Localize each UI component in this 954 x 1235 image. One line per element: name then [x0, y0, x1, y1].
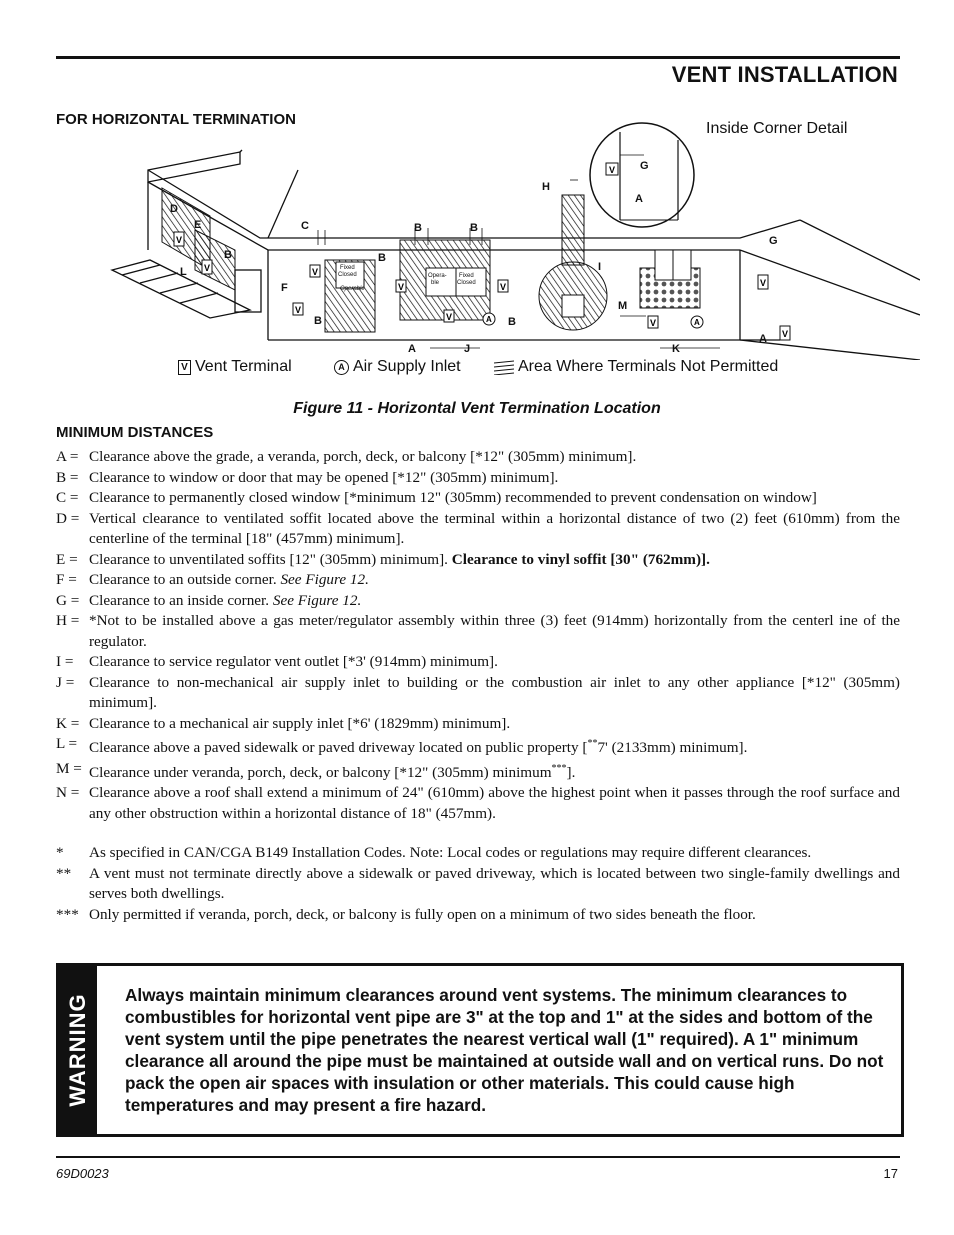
footnote-item: [56, 843, 900, 864]
distance-key: C =: [56, 489, 79, 506]
distance-item: [56, 570, 900, 591]
vent-terminal-icon: [606, 163, 618, 175]
svg-text:Fixed: Fixed: [459, 273, 474, 279]
label-a-1: A: [408, 343, 416, 355]
distance-key: H =: [56, 612, 80, 629]
distance-item: [56, 488, 900, 509]
distance-item: [56, 611, 900, 652]
distance-key: G =: [56, 591, 80, 609]
doc-number: 69D0023: [56, 1166, 109, 1181]
distance-key: B =: [56, 468, 79, 486]
distance-item: [56, 509, 900, 550]
distance-item: [56, 714, 900, 735]
vent-terminal-icon: [758, 275, 768, 289]
distance-key: A =: [56, 448, 79, 465]
warning-label-bar: [59, 966, 97, 1134]
vent-terminal-icon: [780, 326, 790, 340]
header-rule: [56, 56, 900, 59]
svg-text:Operable: Operable: [340, 286, 365, 292]
footnote-marker: **: [56, 864, 72, 882]
label-b-3: B: [378, 252, 386, 264]
svg-text:V: V: [295, 305, 302, 315]
label-i: I: [598, 261, 602, 273]
svg-text:V: V: [204, 263, 211, 273]
vent-terminal-icon: [396, 280, 406, 292]
svg-text:V: V: [609, 165, 616, 175]
label-b-6: B: [508, 316, 516, 328]
footnote-text: A vent must not terminate directly above a sidewalk or paved driveway, which is located between two single-family dwellings and serves both dwellings.: [89, 864, 900, 902]
inset-title: Inside Corner Detail: [706, 120, 848, 137]
vent-terminal-icon: [174, 232, 184, 246]
label-e: E: [194, 219, 202, 231]
svg-text:V: V: [760, 278, 767, 288]
svg-text:V: V: [500, 282, 507, 292]
vent-terminal-icon: [444, 310, 454, 322]
distance-key: D =: [56, 509, 80, 527]
warning-label: WARNING: [65, 993, 90, 1107]
label-b-1: B: [224, 249, 232, 261]
label-f: F: [281, 282, 288, 294]
distance-key: I =: [56, 653, 74, 670]
svg-text:Closed: Closed: [338, 272, 357, 278]
label-c: C: [301, 220, 309, 232]
svg-text:Opera-: Opera-: [428, 273, 447, 279]
distance-item: [56, 734, 900, 759]
label-d: D: [170, 203, 178, 215]
distance-text: Clearance to an outside corner. See Figure 12.: [89, 571, 369, 588]
footnotes: [56, 843, 900, 925]
distance-text: Clearance to an inside corner. See Figure 12.: [89, 591, 362, 609]
warning-text: Always maintain minimum clearances around vent systems. The minimum clearances to combustibles for horizontal vent pipe are 3" at the top and 1" at the sides and bottom of the vent system until the pipe penetrates the nearest vertical wall (1" required). A 1" minimum clearance all around the pipe must be maintained at outside wall and on vertical runs. Do not pack the open air spaces with insulation or other materials. This could cause high temperatures and may present a fire hazard.: [125, 985, 884, 1115]
distance-text: Clearance to permanently closed window [*minimum 12" (305mm) recommended to prevent condensation on window]: [89, 489, 817, 506]
label-a-3: A: [635, 193, 643, 205]
distance-text: Clearance to a mechanical air supply inlet [*6' (1829mm) minimum].: [89, 714, 511, 732]
label-b-4: B: [414, 222, 422, 234]
label-m: M: [618, 300, 628, 312]
legend-not-permitted: [494, 358, 778, 376]
distance-key: K =: [56, 714, 80, 732]
legend-air-supply: [334, 358, 461, 376]
distance-text: Clearance to unventilated soffits [12" (305mm) minimum]. Clearance to vinyl soffit [30" (762mm)].: [89, 550, 710, 568]
figure-heading: FOR HORIZONTAL TERMINATION: [56, 111, 296, 128]
distance-key: J =: [56, 673, 75, 691]
distance-text: Clearance under veranda, porch, deck, or balcony [*12" (305mm) minimum***].: [89, 762, 576, 781]
air-supply-icon: [483, 313, 495, 325]
distance-text: Clearance to non-mechanical air supply inlet to building or the combustion air inlet to any other appliance [*12" (305mm) minimum].: [89, 673, 900, 711]
legend-not-permitted-label: Area Where Terminals Not Permitted: [518, 358, 779, 375]
distance-item: [56, 783, 900, 824]
distance-item: [56, 652, 900, 673]
page-number: 17: [883, 1166, 898, 1181]
label-h: H: [542, 181, 550, 193]
distance-key: M =: [56, 759, 82, 777]
distance-key: N =: [56, 784, 80, 802]
svg-text:V: V: [650, 318, 657, 328]
footnote-marker: ***: [56, 905, 79, 923]
vent-terminal-icon: V: [178, 360, 191, 375]
min-distances-heading: MINIMUM DISTANCES: [56, 424, 214, 441]
label-g-1: G: [769, 235, 778, 247]
vent-termination-diagram: [100, 120, 920, 360]
svg-text:V: V: [312, 267, 319, 277]
footnote-text: As specified in CAN/CGA B149 Installation Codes. Note: Local codes or regulations may require different clearances.: [89, 844, 812, 861]
min-distances-list: [56, 447, 900, 824]
window-label-fixed-closed-1: Fixed: [340, 265, 355, 271]
air-supply-icon: [691, 316, 703, 328]
vent-terminal-icon: [293, 303, 303, 315]
distance-item: [56, 591, 900, 612]
svg-text:A: A: [486, 315, 492, 324]
label-l: L: [180, 266, 187, 278]
distance-text: Clearance to window or door that may be opened [*12" (305mm) minimum].: [89, 468, 559, 486]
svg-text:ble: ble: [431, 280, 440, 286]
section-title: VENT INSTALLATION: [671, 62, 898, 87]
distance-text: Clearance above a paved sidewalk or paved driveway located on public property [**7' (2133mm) minimum].: [89, 738, 748, 757]
footnote-text: Only permitted if veranda, porch, deck, or balcony is fully open on a minimum of two sides beneath the floor.: [89, 905, 756, 923]
air-supply-icon: A: [334, 360, 349, 375]
distance-text: Vertical clearance to ventilated soffit located above the terminal within a horizontal distance of two (2) feet (610mm) from the centerline of the terminal [18" (457mm) minimum].: [89, 509, 900, 547]
distance-item: [56, 673, 900, 714]
legend-vent-terminal-label: Vent Terminal: [195, 358, 292, 375]
svg-text:Closed: Closed: [457, 280, 476, 286]
distance-text: Clearance to service regulator vent outlet [*3' (914mm) minimum].: [89, 653, 498, 670]
distance-key: L =: [56, 735, 78, 752]
vent-terminal-icon: [498, 280, 508, 292]
label-b-2: B: [314, 315, 322, 327]
legend-vent-terminal: [178, 358, 292, 376]
distance-item: [56, 447, 900, 468]
label-b-5: B: [470, 222, 478, 234]
distance-text: *Not to be installed above a gas meter/regulator assembly within three (3) feet (914mm) horizontally from the centerl ine of the regulator.: [89, 612, 900, 650]
label-j: J: [464, 343, 471, 355]
figure-caption: Figure 11 - Horizontal Vent Termination Location: [293, 400, 661, 417]
vent-terminal-icon: [648, 316, 658, 328]
figure-legend: [178, 358, 828, 382]
svg-text:V: V: [398, 282, 405, 292]
svg-text:V: V: [176, 235, 183, 245]
distance-item: [56, 468, 900, 489]
label-k: K: [672, 343, 680, 355]
footnote-item: [56, 864, 900, 905]
distance-text: Clearance above the grade, a veranda, porch, deck, or balcony [*12" (305mm) minimum].: [89, 448, 637, 465]
distance-item: [56, 759, 900, 784]
vent-terminal-icon: [202, 260, 212, 274]
legend-air-supply-label: Air Supply Inlet: [353, 358, 461, 375]
footer-rule: [56, 1156, 900, 1158]
distance-key: F =: [56, 571, 77, 588]
label-a-2: A: [759, 333, 767, 345]
vent-terminal-icon: [310, 265, 320, 277]
label-g-2: G: [640, 160, 649, 172]
svg-text:V: V: [782, 329, 789, 339]
svg-text:A: A: [694, 318, 700, 327]
distance-item: [56, 550, 900, 571]
footnote-item: [56, 905, 900, 926]
warning-box: [56, 963, 904, 1137]
distance-text: Clearance above a roof shall extend a minimum of 24" (610mm) above the highest point when it passes through the roof surface and any other obstruction within a horizontal distance of 18" (457mm).: [89, 784, 900, 822]
svg-text:V: V: [446, 312, 453, 322]
distance-key: E =: [56, 550, 78, 568]
footnote-marker: *: [56, 844, 64, 861]
hatch-swatch-icon: [494, 359, 514, 375]
